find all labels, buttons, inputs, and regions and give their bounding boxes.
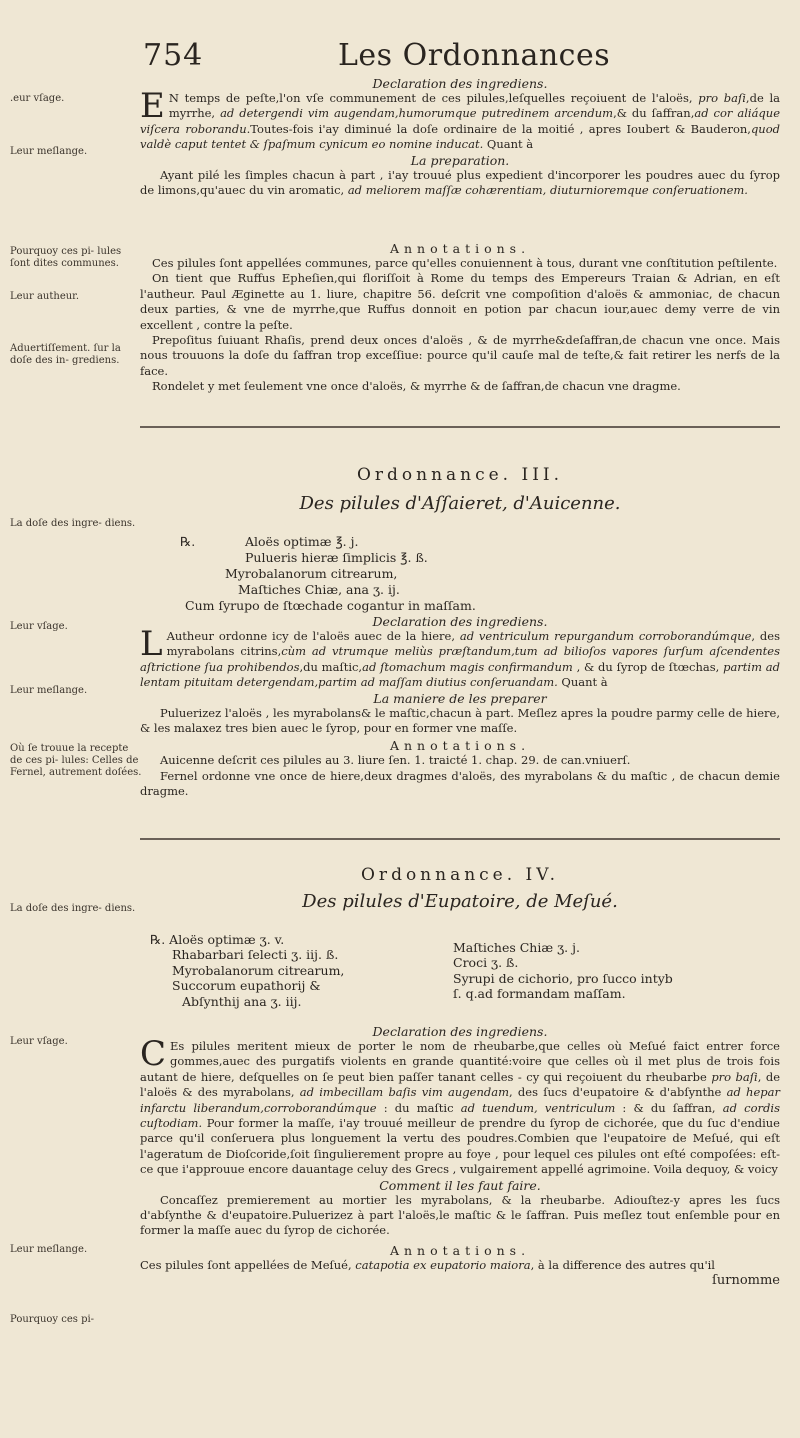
recipe-symbol: ℞. (180, 534, 196, 549)
recipe-line: Succorum eupathorij & (172, 978, 321, 994)
section-declaration-3 (140, 1024, 780, 1289)
recipe-line: Pulueris hieræ ſimplicis ℥. ß. (245, 550, 428, 565)
margin-note: Où ſe trouue la recepte de ces pi- lules: Celles de Fernel, autrement doſées. (10, 743, 142, 778)
preparation-heading: La maniere de les preparer (373, 690, 547, 706)
margin-note: Leur vſage. (10, 621, 68, 632)
margin-note: La doſe des ingre- diens. (10, 518, 136, 529)
annotations-heading: Annotations. (389, 241, 531, 256)
preparation-heading: Comment il les faut faire. (379, 1177, 541, 1193)
recipe-line: Rhabarbari ſelecti ʒ. iij. ß. (172, 947, 339, 963)
paragraph: Auicenne deſcrit ces pilules au 3. liure ſen. 1. traicté 1. chap. 29. de can.vniuerſ. (160, 753, 631, 768)
running-title: Les Ordonnances (338, 38, 611, 73)
catchword: ſurnomme (712, 1273, 780, 1289)
paragraph: C Es pilules meritent mieux de porter le nom de rheubarbe,que celles où Meſué faict entrer force gommes,auec des purgatifs violents en grande quantité:voire que celles où il met plus de trois fois autant de hiere, deſquelles on ſe peut bien paſſer tanant celles - cy qui reçoiuent du rheubarbe pro baſi, de l'aloës & des myrabolans, ad imbecillam baſis vim augendam, des ſucs d'eupatoire & d'abſynthe ad hepar infarctu liberandum,corroborandúmque : du maſtic ad tuendum, ventriculum : & du ſaffran, ad cordis cuſtodiam. Pour former la maſſe, i'ay trouué meilleur de prendre du ſyrop de cichorée, que du ſuc d'endiue parce qu'il conſeruera plus longuement la vertu des poudres.Combien que l'eupatoire de Meſué, qui eſt l'ageratum de Dioſcoride,ſoit ſingulierement propre au foye , pour lequel ces pilules ont eſté compoſées: eſt-ce que i'approuue encore dauantage celuy des Grecs , vulgairement appellé agrimoine. Voila dequoy, & voicy (140, 1034, 781, 1177)
recipe-line: Cum ſyrupo de ſtœchade cogantur in maſſam. (185, 598, 476, 613)
margin-note: Leur meſlange. (10, 685, 88, 696)
recipe-line: Myrobalanorum citrearum, (225, 566, 398, 581)
margin-note: Aduertiſſement. ſur la doſe des in- grediens. (10, 343, 121, 366)
recipe-line: ſ. q.ad formandam maſſam. (453, 986, 626, 1002)
paragraph: E N temps de peſte,l'on vſe communement de ces pilules,leſquelles reçoiuent de l'aloës, pro baſi,de la myrrhe, ad detergendi vim augendam,humorumque putredinem arcendum,& du ſaffran,ad cor aliáque viſcera roborandu.Toutes-fois i'ay diminué la doſe ordinaire de la moitié , apres Ioubert & Bauderon,quod valdè caput tentet & ſpaſmum cynicum eo nomine inducat. Quant à (140, 86, 781, 152)
margin-note: Leur autheur. (10, 291, 80, 302)
recipe-line: Myrobalanorum citrearum, (172, 962, 345, 978)
ordonnance-subtitle: Des pilules d'Aſſaieret, d'Auicenne. (299, 493, 621, 514)
section-heading: Declaration des ingrediens. (372, 76, 548, 91)
paragraph: Ces pilules ſont appellées de Meſué, catapotia ex eupatorio maiora, à la difference des autres qu'il (140, 1257, 715, 1272)
margin-note: Pourquoy ces pi- (10, 1314, 95, 1325)
margin-note: La doſe des ingre- diens. (10, 903, 136, 914)
annotations-heading: Annotations. (389, 738, 531, 754)
recipe-line: Aloës optimæ ʒ. v. (169, 932, 285, 947)
recipe-line: Abſynthij ana ʒ. iij. (182, 993, 302, 1009)
drop-cap: L (140, 624, 163, 664)
paragraph: Ces pilules ſont appellées communes, parce qu'elles conuiennent à tous, durant vne conſtitution peſtilente. (152, 256, 778, 270)
ordonnance-title: Ordonnance. III. (356, 465, 564, 485)
margin-note: Leur vſage. (10, 1036, 68, 1047)
drop-cap: E (140, 86, 165, 126)
margin-note: Leur meſlange. (10, 146, 88, 157)
recipe-line: Maſtiches Chiæ, ana ʒ. ij. (238, 582, 400, 597)
section-annotations-1 (140, 241, 780, 395)
recipe-column-1 (150, 932, 344, 1009)
ordonnance-subtitle: Des pilules d'Eupatoire, de Meſué. (302, 891, 618, 912)
preparation-heading: La preparation. (410, 152, 510, 168)
paragraph: Puluerizez l'aloës , les myrabolans& le maſtic,chacun à part. Meſlez apres la poudre parmy celle de hiere, & les malaxez tres bien auec le ſyrop, pour en former vne maſſe. (140, 705, 780, 736)
recipe-line: Maſtiches Chiæ ʒ. j. (453, 940, 580, 955)
recipe-line: Aloës optimæ ℥. j. (245, 534, 359, 549)
section-declaration-1 (140, 76, 780, 198)
ordonnance-title: Ordonnance. IV. (361, 865, 559, 885)
section-heading: Declaration des ingrediens. (372, 614, 548, 629)
recipe-line: Syrupi de cichorio, pro ſucco intyb (453, 970, 673, 986)
divider (140, 838, 780, 840)
paragraph: Ayant pilé les ſimples chacun à part , i'ay trouué plus expedient d'incorporer les poudres auec du ſyrop de limons,qu'auec du vin aromatic, ad meliorem maſſæ cohærentiam, diuturnioremque conſeruationem. (140, 167, 780, 198)
paragraph: On tient que Ruffus Epheſien,qui floriſſoit à Rome du temps des Empereurs Traian & Adrian, en eſt l'autheur. Paul Æginette au 1. liure, chapitre 56. deſcrit vne compoſition d'aloës & ammoniac, de chacun deux parties, & vne de myrrhe,que Ruffus donnoit en potion par chacun iour,auec demy verre de vin excellent , contre la peſte. (140, 271, 780, 332)
margin-note: .eur vſage. (10, 93, 65, 104)
margin-note: Leur meſlange. (10, 1244, 88, 1255)
page-number: 754 (143, 38, 204, 73)
recipe-symbol: ℞. (150, 932, 166, 947)
section-ordonnance-3 (140, 465, 780, 514)
paragraph: L Autheur ordonne icy de l'aloës auec de la hiere, ad ventriculum repurgandum corroborandúmque, des myrabolans citrins,cùm ad vtrumque meliùs præſtandum,tum ad bilioſos vapores ſurſum aſcendentes aſtrictione ſua prohibendos,du maſtic,ad ſtomachum magis confirmandum , & du ſyrop de ſtœchas, partim ad lentam pituitam detergendam,partim ad maſſam diutius conſeruandam. Quant à (140, 624, 781, 690)
recipe-block (140, 932, 780, 1012)
margin-note: Pourquoy ces pi- lules ſont dites communes. (10, 246, 122, 269)
paragraph: Fernel ordonne vne once de hiere,deux dragmes d'aloës, des myrabolans & du maſtic , de chacun demie dragme. (140, 768, 780, 799)
section-declaration-2 (140, 614, 780, 800)
divider (140, 426, 780, 428)
recipe-line: Croci ʒ. ß. (453, 955, 519, 971)
section-heading: Declaration des ingrediens. (372, 1024, 548, 1039)
drop-cap: C (140, 1034, 167, 1074)
paragraph: Rondelet y met ſeulement vne once d'aloës, & myrrhe & de ſaffran,de chacun vne dragme. (152, 379, 681, 394)
paragraph: Concaſſez premierement au mortier les myrabolans, & la rheubarbe. Adiouſtez-y apres les ſucs d'abſynthe & d'eupatoire.Puluerizez à part l'aloës,le maſtic & le ſaffran. Puis meſlez tout enſemble pour en former la maſſe auec du ſyrop de cichorée. (140, 1192, 780, 1238)
recipe-column-2 (453, 940, 673, 1002)
paragraph: Prepoſitus ſuiuant Rhaſis, prend deux onces d'aloës , & de myrrhe&deſaffran,de chacun vne once. Mais nous trouuons la doſe du ſaffran trop exceſſiue: pource qu'il cauſe mal de teſte,& fait retirer les nerfs de la face. (140, 333, 780, 378)
section-ordonnance-4 (140, 865, 780, 912)
annotations-heading: Annotations. (389, 1242, 531, 1258)
